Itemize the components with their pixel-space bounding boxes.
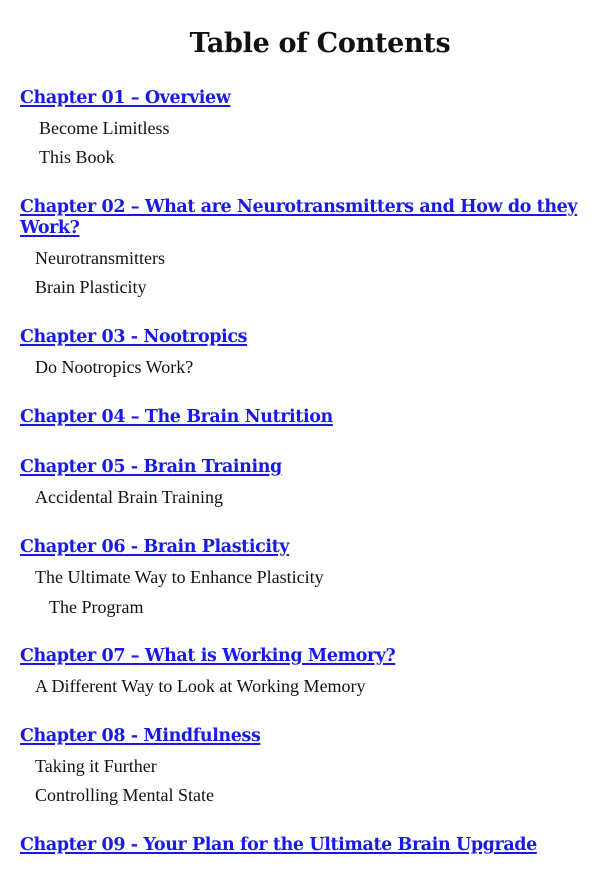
- section-taking-it-further: Taking it Further: [35, 756, 157, 776]
- section-controlling-mental-state: Controlling Mental State: [35, 785, 214, 805]
- section-neurotransmitters: Neurotransmitters: [35, 248, 165, 268]
- section-brain-plasticity: Brain Plasticity: [35, 277, 147, 297]
- section-accidental-brain-training: Accidental Brain Training: [35, 487, 223, 507]
- chapter-05-link[interactable]: Chapter 05 - Brain Training: [20, 457, 282, 477]
- chapter-06-link[interactable]: Chapter 06 - Brain Plasticity: [20, 537, 290, 557]
- chapter-02-link[interactable]: Chapter 02 – What are Neurotransmitters and How do they Work?: [20, 197, 578, 238]
- chapter-07-link[interactable]: Chapter 07 – What is Working Memory?: [20, 646, 396, 666]
- chapter-04-link[interactable]: Chapter 04 – The Brain Nutrition: [20, 407, 333, 427]
- section-become-limitless: Become Limitless: [39, 118, 170, 138]
- chapter-03-link[interactable]: Chapter 03 - Nootropics: [20, 327, 248, 347]
- chapter-01-link[interactable]: Chapter 01 – Overview: [20, 88, 231, 108]
- section-different-way-working-memory: A Different Way to Look at Working Memory: [35, 676, 366, 696]
- chapter-08-link[interactable]: Chapter 08 - Mindfulness: [20, 726, 261, 746]
- section-the-program: The Program: [49, 597, 144, 617]
- section-do-nootropics-work: Do Nootropics Work?: [35, 357, 194, 377]
- chapter-09-link[interactable]: Chapter 09 - Your Plan for the Ultimate Brain Upgrade: [20, 835, 537, 855]
- page-title: Table of Contents: [189, 28, 451, 59]
- section-ultimate-way-enhance-plasticity: The Ultimate Way to Enhance Plasticity: [35, 567, 324, 587]
- section-this-book: This Book: [39, 147, 115, 167]
